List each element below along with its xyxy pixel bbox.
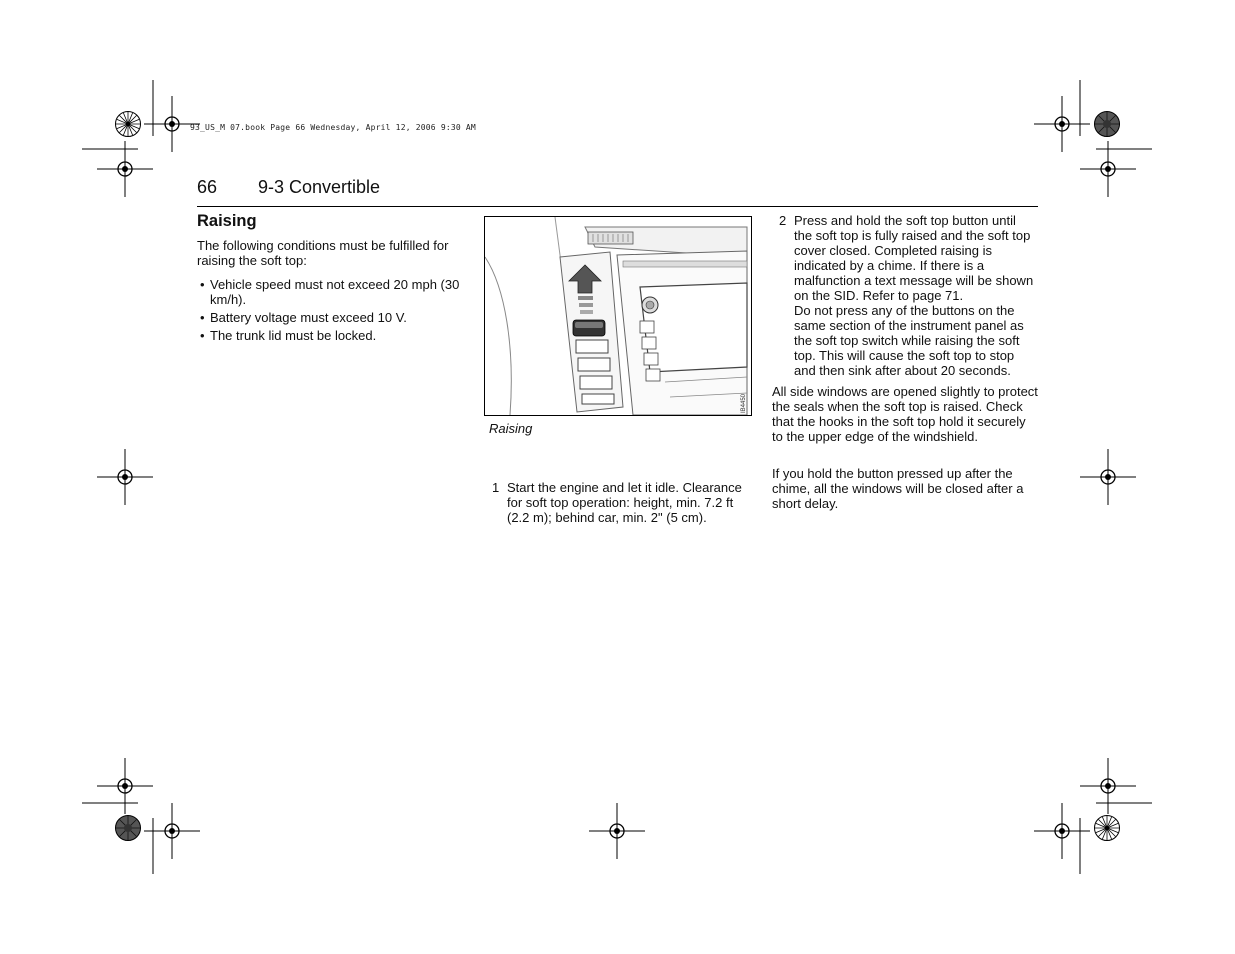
conditions-list xyxy=(197,277,467,346)
step-text: Press and hold the soft top button until the soft top is fully raised and the soft top cover closed. Completed raising is indicated by a chime. If there is a malfunction a text message will be shown on the SID. Refer to page 71. xyxy=(794,213,1034,303)
section-heading: Raising xyxy=(197,212,257,230)
list-item: • Vehicle speed must not exceed 20 mph (30 km/h). xyxy=(197,277,467,307)
steps-list xyxy=(492,480,750,525)
list-item xyxy=(492,480,750,525)
steps-list-continued xyxy=(779,213,1037,378)
page-title: 9-3 Convertible xyxy=(258,177,381,197)
figure-code: IB4450 xyxy=(741,393,747,413)
print-rosette-icon xyxy=(115,815,141,841)
print-slug: 93_US_M 07.book Page 66 Wednesday, April 12, 2006 9:30 AM xyxy=(190,123,476,132)
figure-caption: Raising xyxy=(489,421,533,436)
step-number: 1 xyxy=(492,480,500,495)
list-item: • The trunk lid must be locked. xyxy=(197,328,467,343)
intro-text: The following conditions must be fulfilled for raising the soft top: xyxy=(197,238,449,268)
page-number: 66 xyxy=(197,177,218,197)
dashboard-illustration xyxy=(484,216,752,416)
print-rosette-icon xyxy=(1094,815,1120,841)
print-rosette-icon xyxy=(115,111,141,137)
dashboard-drawing xyxy=(485,217,751,415)
paragraph: All side windows are opened slightly to protect the seals when the soft top is raised. Check that the hooks in the soft top hold it securely to the upper edge of the windshield. xyxy=(772,384,1038,444)
list-item: • Battery voltage must exceed 10 V. xyxy=(197,310,467,325)
paragraph: If you hold the button pressed up after the chime, all the windows will be closed after a short delay. xyxy=(772,466,1024,511)
step-note: Do not press any of the buttons on the same section of the instrument panel as the soft top switch while raising the soft top. This will cause the soft top to stop and then sink after about 20 seconds. xyxy=(794,303,1024,378)
list-item xyxy=(779,213,1037,378)
step-text: Start the engine and let it idle. Clearance for soft top operation: height, min. 7.2 ft (2.2 m); behind car, min. 2" (5 cm). xyxy=(507,480,742,525)
step-number: 2 xyxy=(779,213,787,228)
header-divider xyxy=(197,206,1038,207)
print-rosette-icon xyxy=(1094,111,1120,137)
